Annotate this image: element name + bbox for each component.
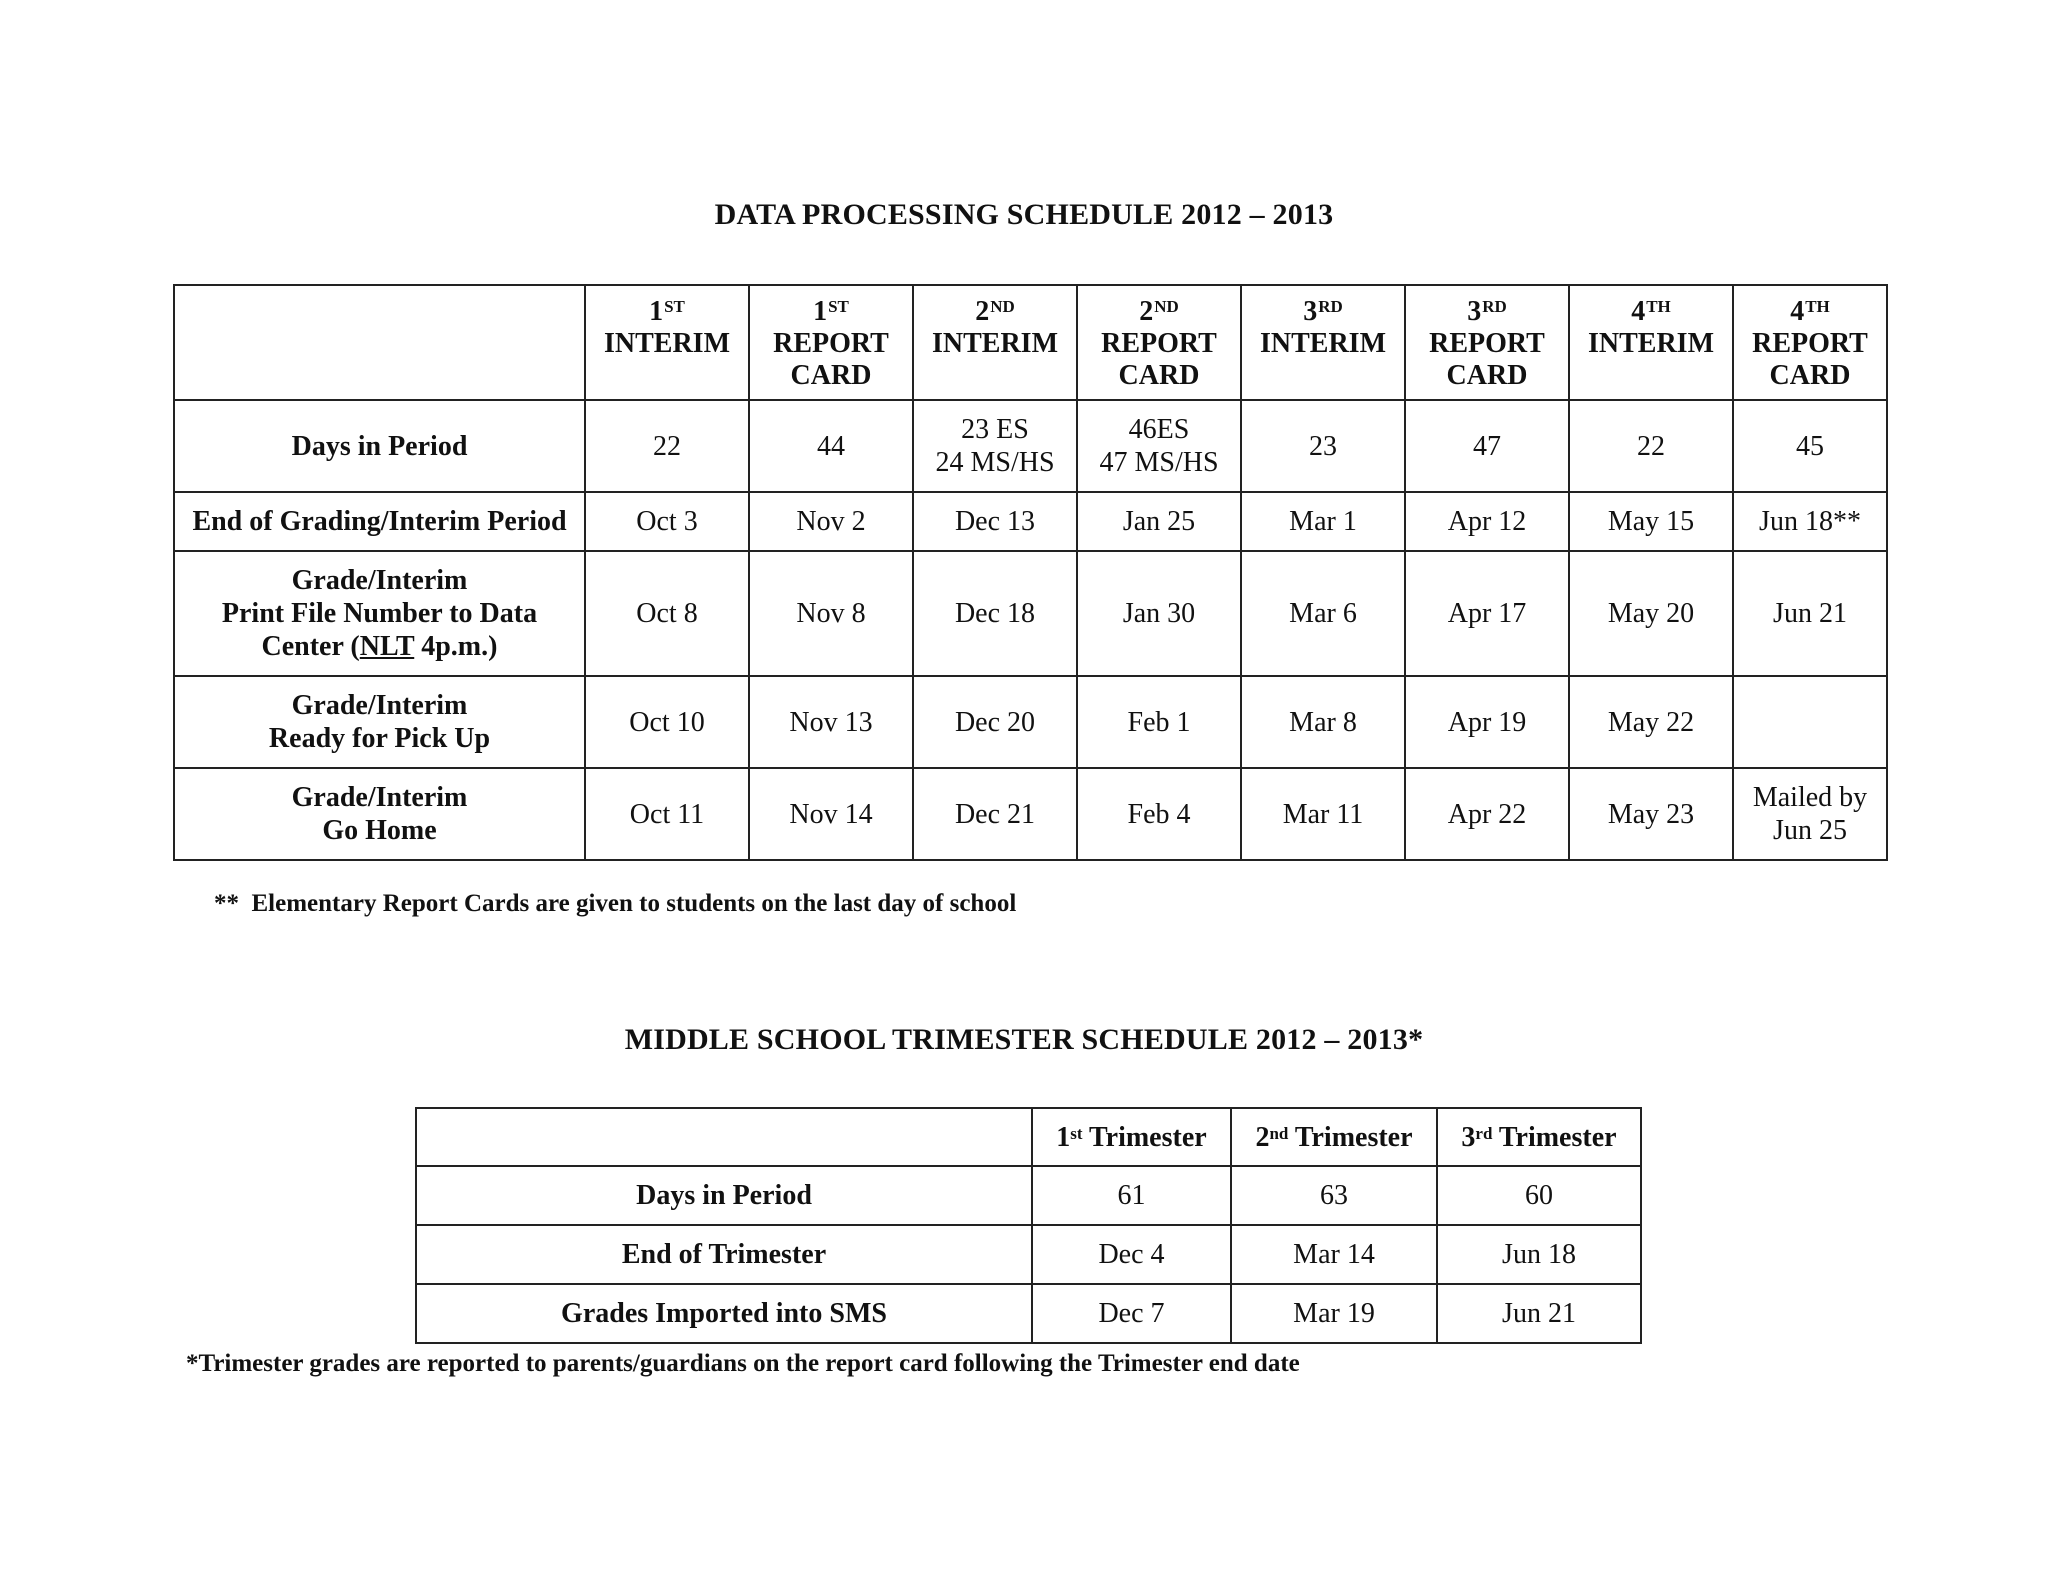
column-header: 1ST REPORT CARD bbox=[749, 285, 913, 400]
table-cell: 46ES 47 MS/HS bbox=[1077, 400, 1241, 492]
table-cell: Apr 12 bbox=[1405, 492, 1569, 551]
table-cell: Oct 8 bbox=[585, 551, 749, 676]
table-cell: Nov 8 bbox=[749, 551, 913, 676]
table-cell: Oct 10 bbox=[585, 676, 749, 768]
table-cell: May 22 bbox=[1569, 676, 1733, 768]
column-header: 3RD INTERIM bbox=[1241, 285, 1405, 400]
table-cell: 60 bbox=[1437, 1166, 1641, 1225]
column-header: 1st Trimester bbox=[1032, 1108, 1231, 1166]
table-cell: 23 ES 24 MS/HS bbox=[913, 400, 1077, 492]
table-row bbox=[416, 1225, 1641, 1284]
table-cell: 63 bbox=[1231, 1166, 1437, 1225]
table-cell: 61 bbox=[1032, 1166, 1231, 1225]
table-row bbox=[174, 676, 1887, 768]
table-cell: Dec 20 bbox=[913, 676, 1077, 768]
header-row bbox=[174, 285, 1887, 400]
table-cell: 23 bbox=[1241, 400, 1405, 492]
table-cell: Feb 4 bbox=[1077, 768, 1241, 860]
table-cell: Dec 13 bbox=[913, 492, 1077, 551]
table-cell: Nov 13 bbox=[749, 676, 913, 768]
trimester-table bbox=[415, 1107, 1642, 1344]
row-label: Days in Period bbox=[174, 400, 585, 492]
corner-cell bbox=[416, 1108, 1032, 1166]
table-row bbox=[174, 551, 1887, 676]
column-header: 4TH INTERIM bbox=[1569, 285, 1733, 400]
row-label: Grades Imported into SMS bbox=[416, 1284, 1032, 1343]
table-cell: 45 bbox=[1733, 400, 1887, 492]
column-header: 3rd Trimester bbox=[1437, 1108, 1641, 1166]
table-cell: Mar 6 bbox=[1241, 551, 1405, 676]
column-header: 4TH REPORT CARD bbox=[1733, 285, 1887, 400]
table-cell: 22 bbox=[1569, 400, 1733, 492]
column-header: 1ST INTERIM bbox=[585, 285, 749, 400]
table-cell: 44 bbox=[749, 400, 913, 492]
corner-cell bbox=[174, 285, 585, 400]
table-cell: 22 bbox=[585, 400, 749, 492]
row-label: Grade/Interim Print File Number to Data Center (NLT 4p.m.) bbox=[174, 551, 585, 676]
table-cell: Jan 30 bbox=[1077, 551, 1241, 676]
table-cell: Mar 11 bbox=[1241, 768, 1405, 860]
table-cell: Dec 4 bbox=[1032, 1225, 1231, 1284]
table-row bbox=[416, 1166, 1641, 1225]
nlt-underlined: NLT bbox=[359, 631, 415, 662]
table-row bbox=[416, 1284, 1641, 1343]
trimester-footnote: *Trimester grades are reported to parents/guardians on the report card following the Trimester end date bbox=[186, 1350, 1300, 1377]
table-cell: Apr 17 bbox=[1405, 551, 1569, 676]
table-cell: Apr 22 bbox=[1405, 768, 1569, 860]
table-cell: Nov 14 bbox=[749, 768, 913, 860]
table-cell bbox=[1733, 676, 1887, 768]
row-label: End of Grading/Interim Period bbox=[174, 492, 585, 551]
table-cell: Jun 18 bbox=[1437, 1225, 1641, 1284]
table-row bbox=[174, 400, 1887, 492]
column-header: 3RD REPORT CARD bbox=[1405, 285, 1569, 400]
table-cell: Jun 21 bbox=[1733, 551, 1887, 676]
row-label: Days in Period bbox=[416, 1166, 1032, 1225]
table-cell: Jun 18** bbox=[1733, 492, 1887, 551]
table-cell: Oct 3 bbox=[585, 492, 749, 551]
column-header: 2ND REPORT CARD bbox=[1077, 285, 1241, 400]
trimester-title: MIDDLE SCHOOL TRIMESTER SCHEDULE 2012 – 2013* bbox=[624, 1023, 1424, 1056]
data-processing-table bbox=[173, 284, 1888, 861]
row-label: Grade/Interim Ready for Pick Up bbox=[174, 676, 585, 768]
table-cell: Oct 11 bbox=[585, 768, 749, 860]
table-cell: Mailed by Jun 25 bbox=[1733, 768, 1887, 860]
table-cell: Feb 1 bbox=[1077, 676, 1241, 768]
table-cell: Apr 19 bbox=[1405, 676, 1569, 768]
data-processing-title: DATA PROCESSING SCHEDULE 2012 – 2013 bbox=[714, 198, 1334, 231]
column-header: 2ND INTERIM bbox=[913, 285, 1077, 400]
header-row bbox=[416, 1108, 1641, 1166]
table-cell: May 23 bbox=[1569, 768, 1733, 860]
table-cell: Mar 19 bbox=[1231, 1284, 1437, 1343]
table-cell: Dec 7 bbox=[1032, 1284, 1231, 1343]
table-cell: Dec 18 bbox=[913, 551, 1077, 676]
row-label: Grade/Interim Go Home bbox=[174, 768, 585, 860]
table-cell: May 15 bbox=[1569, 492, 1733, 551]
table-cell: Nov 2 bbox=[749, 492, 913, 551]
table-cell: Jan 25 bbox=[1077, 492, 1241, 551]
table-cell: 47 bbox=[1405, 400, 1569, 492]
table-cell: Dec 21 bbox=[913, 768, 1077, 860]
table-cell: May 20 bbox=[1569, 551, 1733, 676]
row-label: End of Trimester bbox=[416, 1225, 1032, 1284]
data-processing-footnote: ** Elementary Report Cards are given to students on the last day of school bbox=[214, 890, 1017, 917]
table-cell: Mar 1 bbox=[1241, 492, 1405, 551]
column-header: 2nd Trimester bbox=[1231, 1108, 1437, 1166]
table-cell: Mar 8 bbox=[1241, 676, 1405, 768]
table-cell: Mar 14 bbox=[1231, 1225, 1437, 1284]
table-row bbox=[174, 768, 1887, 860]
table-cell: Jun 21 bbox=[1437, 1284, 1641, 1343]
table-row bbox=[174, 492, 1887, 551]
